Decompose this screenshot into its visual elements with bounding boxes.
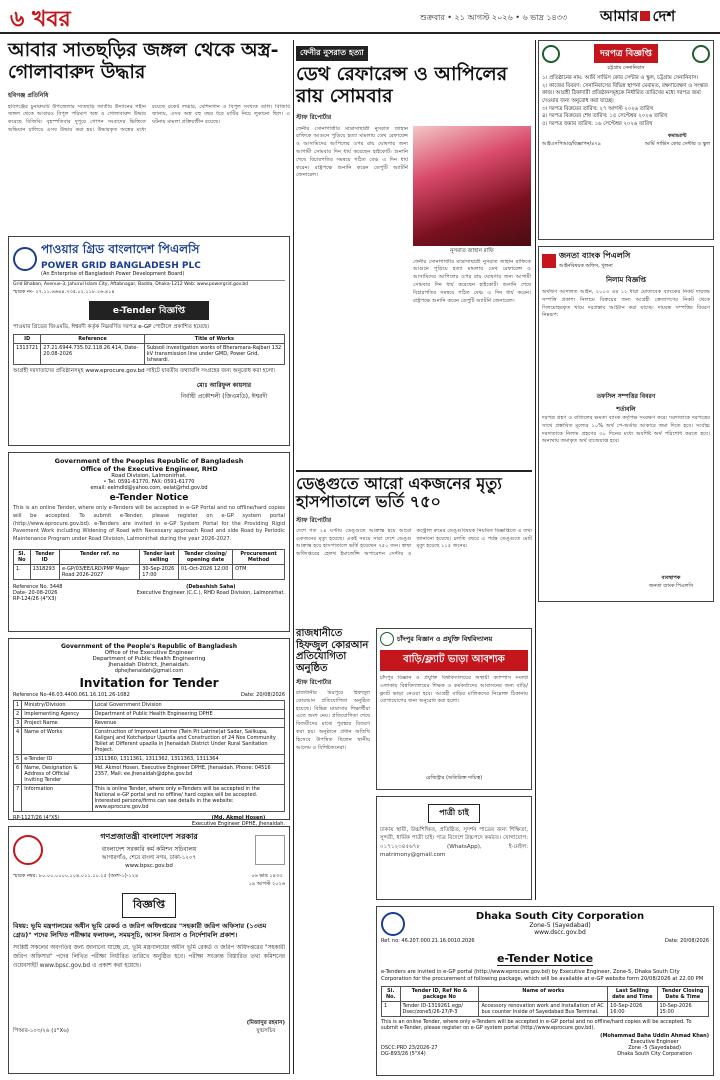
rhd-col: Tender last selling: [140, 550, 179, 565]
rhd-office: Office of the Executive Engineer, RHD: [80, 465, 218, 473]
bpsc-web: www.bpsc.gov.bd: [125, 863, 173, 869]
dphe-rp: RP-1127/26 (4"X5): [13, 815, 60, 821]
pg-col-title: Title of Works: [144, 335, 284, 344]
dscc-cell: Accessory renovation work and Installation of AC bus counter Inside of Sayedabad Bus Terminal.: [479, 1001, 608, 1016]
ad-army-tender: [538, 40, 714, 240]
story-nusrat-headline: ডেথ রেফারেন্স ও আপিলের রায় সোমবার: [296, 63, 508, 107]
army-signer: কমান্ড্যান্ট: [668, 132, 687, 139]
ad-janata-bank: [538, 246, 714, 602]
house-rent-signer: রেজিস্ট্রার (অতিরিক্ত দায়িত্ব): [425, 775, 483, 781]
univ-logo-icon: [380, 632, 394, 646]
dphe-cell: 3: [14, 719, 22, 728]
nusrat-photo: [413, 126, 531, 246]
dphe-cell: e-Tender ID: [22, 755, 92, 764]
bpsc-rp: পিআর-১০৩/২৬ (৫"X৬): [13, 1028, 69, 1035]
page-header: [0, 0, 720, 34]
dphe-cell: Revenue: [92, 719, 284, 728]
story-dengue: [296, 470, 532, 608]
dphe-heading: Invitation for Tender: [79, 676, 219, 690]
janata-heading: নিলাম বিজ্ঞপ্তি: [605, 276, 647, 284]
dphe-cell: 1: [14, 701, 22, 710]
ad-rhd: [8, 452, 290, 632]
bpsc-signer: (মিজানুর রহমান): [246, 1020, 285, 1027]
pg-cell: 27.21.6944.735.02.118.26.414, Date-20.08-2026: [41, 344, 144, 365]
dscc-intro: e-Tenders are invited in e-GP portal (http://www.eprocure.gov.bd) by Executive Engineer, Zone-5, Dhaka South City Corporation for the procurement of following package, which will be available at e-GP website form 20/08/2026 at 22.00 PM: [381, 969, 704, 983]
table-row: [14, 755, 285, 764]
dphe-cell: Construction of Improved Latrine (Twin Pit Latrine)at Sadar, Sailkupa, Kaliganj and Kotchadpur Upazila and Construction of 24 Nos Community Toilet at Different upazila in Jhenaidah District Under Rural Sanitation Project.: [92, 728, 284, 755]
dscc-zone: Zone-5 (Sayedabad): [529, 922, 591, 929]
dscc-cell: 10-Sep-2026 16:00: [608, 1001, 657, 1016]
rhd-contact: • Tel. 0591-61770, FAX: 0591-61770: [103, 479, 195, 485]
dscc-col: Tender ID, Ref No & package No: [400, 986, 479, 1001]
dscc-signer-zone: Zone -5 (Sayedabad): [628, 1044, 681, 1051]
janata-body: অর্থঋণ আদালত আইন, ২০০৩ এর ১২ ধারা মোতাবেক ব্যাংকের নিকট দায়বদ্ধ সম্পত্তি প্রকাশ্য নিলামে বিক্রয়ের জন্য আগ্রহী ক্রেতাগণের নিকট থেকে সিলমোহরকৃত খামে দরপ্রস্তাব আহ্বান করা যাচ্ছে। দায়বদ্ধ সম্পত্তির বিবরণ নিম্নরূপ:: [542, 289, 710, 319]
story-weapons-byline: হবিগঞ্জ প্রতিনিধি: [8, 91, 49, 99]
story-dengue-body: দেশে গত ২৪ ঘণ্টায় ডেঙ্গুতে আক্রান্ত হয়ে আরো একজনের মৃত্যু হয়েছে। একই সময়ে সারা দেশে ডেঙ্গু আক্রান্ত হয়ে হাসপাতালে ভর্তি হয়েছেন ৭৫০ জন। স্বাস্থ্য অধিদপ্তরের হেলথ ইমার্জেন্সি অপারেশন সেন্টার ও কন্ট্রোল রুমের ডেঙ্গুবিষয়ক নিয়মিত বিজ্ঞপ্তিতে এ তথ্য জানানো হয়েছে। চলতি বছরে এ পর্যন্ত ডেঙ্গুতে মোট মৃত্যু হয়েছে ১১৫ জনের।: [296, 527, 532, 558]
janata-signer: ব্যবস্থাপক: [661, 575, 681, 581]
dphe-cell: 6: [14, 764, 22, 785]
matrimony-heading: পাত্রী চাই: [428, 804, 480, 823]
rhd-col: Tender closing/ opening date: [178, 550, 232, 565]
bpsc-signer-title: যুগ্মসচিব: [256, 1028, 276, 1035]
dphe-gov: Government of the People's Republic of Bangladesh: [60, 643, 238, 650]
rhd-ref-date: Date- 20-08-2026: [13, 590, 58, 596]
power-grid-signer-title: নির্বাহী প্রকৌশলী (জিএমডি), ঈশ্বরদী: [180, 393, 268, 401]
rhd-cell: 30-Sep-2026 17:00: [140, 565, 179, 580]
dscc-heading: e-Tender Notice: [496, 952, 594, 965]
story-dengue-headline: ডেঙ্গুতে আরো একজনের মৃত্যু হাসপাতালে ভর্তি ৭৫০: [296, 470, 532, 512]
dphe-date: Date: 20/08/2026: [240, 692, 285, 698]
army-item: ৪। দরপত্র বিক্রয়ের শেষ তারিখ: ১৫ সেপ্টেম্বর ২০২৬ তারিখ: [542, 113, 668, 120]
rhd-cell: OTM: [233, 565, 285, 580]
dphe-cell: Department of Public Health Engineering DPHE: [92, 710, 284, 719]
power-grid-logo-icon: [13, 247, 37, 271]
story-nusrat-kicker: ফেনীর নুসরাত হত্যা: [296, 46, 368, 61]
ad-dscc: [376, 906, 714, 1076]
dphe-cell: Md. Akmol Hosen, Executive Engineer DPHE, Jhenaidah. Phone: 04516 2357, Mail: ee.jhenaidah@dphe.gov.bd: [92, 764, 284, 785]
army-item: ২। কাজের বিবরণ: সেনানিবাসের বিভিন্ন স্থাপনা মেরামত, রক্ষণাবেক্ষণ ও সংস্কার কাজ। আগ্রহী ঠিকাদারী প্রতিষ্ঠানসমূহকে নির্ধারিত তারিখের মধ্যে দরপত্র জমা দেওয়ার জন্য অনুরোধ করা যাচ্ছে।: [542, 82, 708, 105]
gov-seal-icon: [13, 835, 43, 865]
dphe-district: Jhenaidah District, Jhenaidah.: [108, 662, 190, 668]
power-grid-signer: মোঃ আরিফুল কায়সার: [196, 382, 252, 390]
masthead-left: আমার: [600, 7, 639, 25]
bpsc-body: সংশ্লিষ্ট সকলের অবগতির জন্য জানানো যাচ্ছে যে, ভূমি মন্ত্রণালয়ের অধীন ভূমি রেকর্ড ও জরিপ অধিদপ্তরের "সহকারী জরিপ অফিসার" পদের লিখিত পরীক্ষা নির্ধারিত তারিখে অনুষ্ঠিত হবে। পরীক্ষা সংক্রান্ত বিস্তারিত তথ্য কমিশনের ওয়েবসাইট www.bpsc.gov.bd এ প্রকাশ করা হয়েছে।: [13, 945, 285, 969]
column-rule: [535, 40, 536, 900]
rhd-signer: (Debashish Saha): [186, 584, 236, 590]
janata-sub: আইনবিষয়ক অফিস, খুলনা: [559, 263, 613, 269]
rhd-body: This is an online Tender, where only e-Tenders will be accepted in e-GP Portal and no offline/hard copies will be accepted. To submit e-Tender, please register on e-GP system portal (http://www.eprocure.gov.bd). e-Tenders are invited in e-GP System Portal for the Providing Rigid Pavement Work including Widening of Road with Necessary approach Road and side Road by Periodic Maintenance Program under Road Division, Lalmonirhat during the year 2026-2027.: [13, 505, 285, 543]
table-row: [14, 785, 285, 812]
bpsc-date2: ১৯ আগস্ট ২০২৬: [248, 881, 285, 887]
table-row: [14, 710, 285, 719]
dscc-ref: Ref. no: 46.207.000.21.16.0010.2026: [381, 938, 475, 944]
house-rent-heading: বাড়ি/ফ্ল্যাট ভাড়া আবশ্যক: [380, 650, 528, 671]
army-signer-title: আর্মি সার্ভিস কোর সেন্টার ও স্কুল: [644, 140, 710, 147]
dphe-table: [13, 700, 285, 812]
bpsc-gov: গণপ্রজাতন্ত্রী বাংলাদেশ সরকার: [100, 832, 198, 841]
dscc-signer-title: Executive Engineer: [630, 1038, 679, 1045]
bpsc-logo-icon: [255, 835, 285, 865]
janata-terms-body: দরপত্র গ্রহণ ও বাতিলের ক্ষমতা ব্যাংক কর্তৃপক্ষ সংরক্ষণ করে। দরদাতাকে দরপত্রের সাথে প্রস্তাবিত মূল্যের ১০% অর্থ পে-অর্ডার আকারে জমা দিতে হবে। সর্বোচ্চ দরদাতাকে নিলাম গ্রহণের ৩০ দিনের মধ্যে অবশিষ্ট অর্থ পরিশোধ করতে হবে। অন্যথায় জমাকৃত অর্থ বাজেয়াপ্ত হবে।: [542, 415, 710, 445]
army-item: ৫। দরপত্র জমার তারিখ: ১৬ সেপ্টেম্বর ২০২৬ তারিখ: [542, 121, 653, 128]
dscc-dg: DG-893/26 (5"X4): [381, 1050, 426, 1057]
dphe-cell: 4: [14, 728, 22, 755]
dscc-logo-icon: [381, 912, 405, 936]
army-rp: আইএসপিআর/বিজ্ঞাপন/৪৭৯: [542, 140, 601, 147]
bpsc-memo: স্মারক নম্বর: ৮০.০০.০০০০.১০৪.০১১.১০.২৫ (অংশ-১)-১২৪: [13, 873, 139, 879]
pg-cell: 1313721: [14, 344, 41, 365]
rhd-signer-title: Executive Engineer (C.C.), RHD Road Division, Lalmonirhat.: [136, 590, 285, 596]
dphe-dept: Department of Public Health Engineering: [92, 656, 206, 662]
pg-col-ref: Reference: [41, 335, 144, 344]
dphe-cell: 7: [14, 785, 22, 812]
table-row: [14, 344, 285, 365]
date-line: শুক্রবার • ২১ আগস্ট ২০২৬ • ৬ ভাদ্র ১৪৩৩: [420, 13, 568, 22]
janata-schedule: তফসিল সম্পত্তির বিবরণ: [596, 393, 656, 400]
pg-cell: Subsoil investigation works of Bheramara-Rajbari 132 kV transmission line under GMD, Power Grid, Ishwardi.: [144, 344, 284, 365]
bpsc-subject: বিষয়: ভূমি মন্ত্রণালয়ের অধীন ভূমি রেকর্ড ও জরিপ অধিদপ্তরের "সহকারী জরিপ অফিসার (১৩তম গ্রেড)" পদের লিখিত পরীক্ষার ফলাফল, সময়সূচি, আসন বিন্যাস ও নির্দেশাবলি প্রকাশ।: [13, 922, 267, 940]
page-label: ৬ খবর: [10, 6, 71, 32]
power-grid-footer: আগ্রহী দরদাতাদের প্রতিষ্ঠানসমূহ www.eprocure.gov.bd সাইটে যাবতীয় তথ্যাবলি সংগ্রহের জন্য অনুরোধ করা হলো।: [13, 368, 276, 375]
ad-power-grid: [8, 236, 290, 446]
story-nusrat-body: ফেনীর সোনাগাজীর মাদ্রাসাছাত্রী নুসরাত জাহান রাফিকে আগুনে পুড়িয়ে হত্যা মামলায় ডেথ রেফারেন্স ও আসামিদের আপিলের ওপর রায় ঘোষণার জন্য আগামী সোমবার দিন ধার্য করেছেন হাইকোর্ট। শুনানি শেষে বিচারপতির সমন্বয়ে গঠিত বেঞ্চ এ দিন ধার্য করেন। রাষ্ট্রপক্ষে শুনানি করেন ডেপুটি অ্যাটর্নি জেনারেল।: [296, 125, 408, 179]
dphe-signer-title: Executive Engineer DPHE, Jhenaidah.: [191, 821, 285, 827]
janata-terms: শর্তাবলি: [616, 406, 636, 413]
army-seal-left-icon: [542, 45, 560, 63]
rhd-cell: 1318293: [30, 565, 59, 580]
dscc-cell: 10-Sep-2026 15:00: [657, 1001, 709, 1016]
rhd-email: email: eelmdld@yahoo.com, eelat@rhd.gov.bd: [90, 485, 208, 491]
story-quran-headline: রাজধানীতে হিফজুল কোরআন প্রতিযোগিতা অনুষ্ঠিত: [296, 628, 369, 674]
rhd-cell: e-GP/03/EE/LRD/PMP Major Road 2026-2027: [59, 565, 139, 580]
story-weapons-headline: আবার সাতছড়ির জঙ্গল থেকে অস্ত্র-গোলাবারুদ উদ্ধার: [8, 39, 279, 83]
dphe-cell: Local Government Division: [92, 701, 284, 710]
dphe-office: Office of the Executive Engineer: [104, 650, 194, 656]
army-heading: দরপত্র বিজ্ঞপ্তি: [594, 44, 658, 63]
rhd-gov: Government of the Peoples Republic of Bangladesh: [54, 457, 244, 465]
table-row: [14, 701, 285, 710]
dphe-cell: 2: [14, 710, 22, 719]
ad-matrimony: [376, 796, 532, 900]
story-quran-body: রাজধানীর মিরপুরে হিফজুল কোরআন প্রতিযোগিতা অনুষ্ঠিত হয়েছে। বিভিন্ন মাদ্রাসার শিক্ষার্থীরা এতে অংশ নেয়। প্রতিযোগিতা শেষে বিজয়ীদের মাঝে পুরস্কার বিতরণ করা হয়। অনুষ্ঠানে প্রধান অতিথি হিসেবে উপস্থিত ছিলেন স্থানীয় আলেম ও বিশিষ্টজনেরা।: [296, 690, 370, 751]
power-grid-ref: স্মারক নং- ২৭.১১.৬৬৪৪.৭৩৫.০২.১১৮.২৬.৪১৪: [13, 289, 115, 295]
dscc-signer-org: Dhaka South City Corporation: [617, 1050, 692, 1057]
logo-square-icon: [640, 11, 650, 21]
dscc-col: Name of works: [479, 986, 608, 1001]
dphe-email: dphejhenaidah@gmail.com: [114, 668, 184, 674]
dphe-signer: (Md. Akmol Hosen): [211, 815, 266, 821]
bpsc-org: বাংলাদেশ সরকারি কর্ম কমিশন সচিবালয়: [101, 846, 197, 853]
story-quran-byline: স্টাফ রিপোর্টার: [296, 679, 332, 686]
dscc-cell: 1: [382, 1001, 401, 1016]
dphe-cell: Name, Designation & Address of Official Inviting Tender: [22, 764, 92, 785]
masthead-right: দেশ: [652, 7, 676, 25]
dscc-col: Last Selling date and Time: [608, 986, 657, 1001]
house-rent-body: চাঁদপুর বিজ্ঞান ও প্রযুক্তি বিশ্ববিদ্যালয়ের অস্থায়ী ক্যাম্পাস সংলগ্ন এলাকায় বিশ্ববিদ্যালয়ের শিক্ষক ও কর্মকর্তাদের আবাসনের জন্য বাড়ি/ফ্ল্যাট ভাড়া নেওয়া হবে। আগ্রহী বাড়ির মালিকদের নিম্নোক্ত ঠিকানায় যোগাযোগের জন্য অনুরোধ করা হলো।: [380, 675, 528, 705]
story-nusrat-byline: স্টাফ রিপোর্টার: [296, 113, 332, 121]
masthead-logo: [600, 5, 675, 30]
story-nusrat: [296, 40, 532, 464]
pg-col-id: ID: [14, 335, 41, 344]
rhd-col: Tender ref. no: [59, 550, 139, 565]
ad-house-rent: [376, 628, 532, 790]
rhd-col: Sl. No: [14, 550, 31, 565]
story-weapons: [8, 40, 290, 194]
dphe-ref: Reference No-46.03.4400.061.16.101.26-1082: [13, 692, 130, 698]
rhd-col: Tender ID: [30, 550, 59, 565]
rhd-cell: 01-Oct-2026 12:00: [178, 565, 232, 580]
army-item: ১। প্রতিষ্ঠানের নাম: আর্মি সার্ভিস কোর সেন্টার ও স্কুল, চট্টগ্রাম সেনানিবাস।: [542, 75, 699, 81]
dscc-table: [381, 986, 709, 1017]
power-grid-title: পাওয়ার গ্রিড বাংলাদেশ পিএলসি: [41, 242, 200, 256]
matrimony-body: ঢাকায় স্থায়ী, উচ্চশিক্ষিত, প্রতিষ্ঠিত, সুদর্শন পাত্রের জন্য শিক্ষিতা, সুন্দরী, ধার্মিক পাত্রী চাই। পাত্র বিদেশে উচ্চপদে কর্মরত। যোগাযোগ: ০১৭১২৩৪৫৬৭৮ (WhatsApp), ই-মেইল: matrimony@gmail.com: [380, 827, 528, 859]
dphe-cell: Name of Works: [22, 728, 92, 755]
dphe-cell: 1311360, 1311361, 1311362, 1311363, 1311364: [92, 755, 284, 764]
dscc-footer: This is an online Tender, where only e-Tenders will be accepted in e-GP portal and no offline/hard copies will be accepted. To submit e-Tender, please register on e-GP system portal (http://www.eprocure.gov.bd).: [381, 1018, 692, 1031]
dscc-date: Date: 20/08/2026: [664, 938, 709, 944]
power-grid-intro: পাওয়ার গ্রিডের জিএমডি, ঈশ্বরদী কর্তৃক নিম্নবর্ণিত দরপত্র e-GP পোর্টালে প্রকাশিত হয়েছে।: [13, 324, 210, 330]
dscc-web: www.dscc.gov.bd: [534, 929, 586, 936]
table-row: [382, 1001, 709, 1016]
power-grid-subtitle: (An Enterprise of Bangladesh Power Development Board): [41, 271, 185, 277]
story-quran: [296, 628, 370, 870]
story-nusrat-body-cont: ফেনীর সোনাগাজীর মাদ্রাসাছাত্রী নুসরাত জাহান রাফিকে আগুনে পুড়িয়ে হত্যা মামলায় ডেথ রেফারেন্স ও আসামিদের আপিলের ওপর রায় ঘোষণার জন্য আগামী সোমবার দিন ধার্য করেছেন হাইকোর্ট। শুনানি শেষে বিচারপতির সমন্বয়ে গঠিত বেঞ্চ এ দিন ধার্য করেন। রাষ্ট্রপক্ষে শুনানি করেন ডেপুটি অ্যাটর্নি জেনারেল।: [413, 258, 531, 304]
rhd-cell: 1.: [14, 565, 31, 580]
power-grid-table: [13, 334, 285, 365]
photo-caption: নুসরাত জাহান রাফি: [450, 247, 494, 254]
janata-logo-icon: [542, 254, 556, 268]
dphe-cell: Ministry/Division: [22, 701, 92, 710]
power-grid-address: Grid Bhaban, Avenue-3, Jahurul Islam City, Aftabnagar, Badda, Dhaka-1212 Web: www.powergrid.gov.bd: [13, 280, 285, 287]
dscc-col: Tender Closing Date & Time: [657, 986, 709, 1001]
dphe-cell: Project Name: [22, 719, 92, 728]
bpsc-date1: ০৬ ভাদ্র ১৪৩৩: [251, 873, 283, 879]
table-row: [14, 728, 285, 755]
rhd-rp: RP-124/26 (4"X3): [13, 596, 57, 602]
power-grid-title-en: POWER GRID BANGLADESH PLC: [41, 261, 201, 271]
rhd-col: Procurement Method: [233, 550, 285, 565]
dscc-col: Sl. No.: [382, 986, 401, 1001]
dphe-cell: Implementing Agency: [22, 710, 92, 719]
bpsc-addr: আগারগাঁও, শেরে বাংলা নগর, ঢাকা-১২০৭: [101, 855, 197, 861]
bpsc-heading: বিজ্ঞপ্তি: [122, 893, 176, 918]
rhd-ref-no: Reference No. 3448: [13, 584, 63, 590]
story-dengue-byline: স্টাফ রিপোর্টার: [296, 516, 332, 524]
rhd-division: Road Division, Lalmonirhat.: [111, 473, 187, 479]
table-row: [14, 764, 285, 785]
dscc-signer: (Mohammad Baha Uddin Ahmad Khan): [600, 1032, 709, 1039]
dscc-title: Dhaka South City Corporation: [475, 911, 645, 922]
dscc-dscd: DSCC:PRD 23/2026-27: [381, 1044, 438, 1051]
story-weapons-body: হবিগঞ্জের চুনারুঘাট উপজেলার সাতছড়ি জাতীয় উদ্যানের গহীন জঙ্গল থেকে আবারও বিপুল পরিমাণ অস্ত্র ও গোলাবারুদ উদ্ধার করেছে বিজিবি। বৃহস্পতিবার দুপুরে গোপন সংবাদের ভিত্তিতে অভিযান চালিয়ে এসব উদ্ধার করা হয়। উদ্ধারকৃত অস্ত্রের মধ্যে রয়েছে রকেট লঞ্চার, মেশিনগান ও বিপুল সংখ্যক গুলি। বিজিবি জানায়, এসব অস্ত্র বহু বছর ধরে মাটির নিচে লুকানো ছিল। এ ঘটনায় মামলা প্রক্রিয়াধীন রয়েছে।: [8, 103, 290, 134]
army-item: ৩। দরপত্র বিক্রয়ের তারিখ: ২৭ আগস্ট ২০২৬ তারিখ: [542, 105, 654, 112]
dphe-cell: This is online Tender, where only e-Tenders will be accepted in the National e-GP portal and no offline/ hard copies will be accepted. Interested persons/firms can see details in the website: www.eprocure.gov.bd: [92, 785, 284, 812]
rhd-table: [13, 549, 285, 580]
army-seal-right-icon: [692, 45, 710, 63]
univ-name: চাঁদপুর বিজ্ঞান ও প্রযুক্তি বিশ্ববিদ্যালয়: [397, 634, 493, 643]
table-row: [14, 565, 285, 580]
power-grid-heading: e-Tender বিজ্ঞপ্তি: [89, 301, 209, 320]
dphe-cell: 5: [14, 755, 22, 764]
janata-title: জনতা ব্যাংক পিএলসি: [559, 251, 631, 260]
column-rule: [293, 40, 294, 1074]
dphe-cell: Information: [22, 785, 92, 812]
janata-signer-title: জনতা ব্যাংক পিএলসি: [648, 583, 694, 589]
dscc-cell: Tender ID-1319261 egp/ Dsec/zone5/26-27/P-3: [400, 1001, 479, 1016]
army-office: চট্টগ্রাম সেনানিবাস: [607, 65, 645, 71]
table-row: [14, 719, 285, 728]
rhd-heading: e-Tender Notice: [109, 493, 189, 503]
ad-dphe: [8, 638, 290, 827]
ad-bpsc: [8, 826, 290, 1074]
